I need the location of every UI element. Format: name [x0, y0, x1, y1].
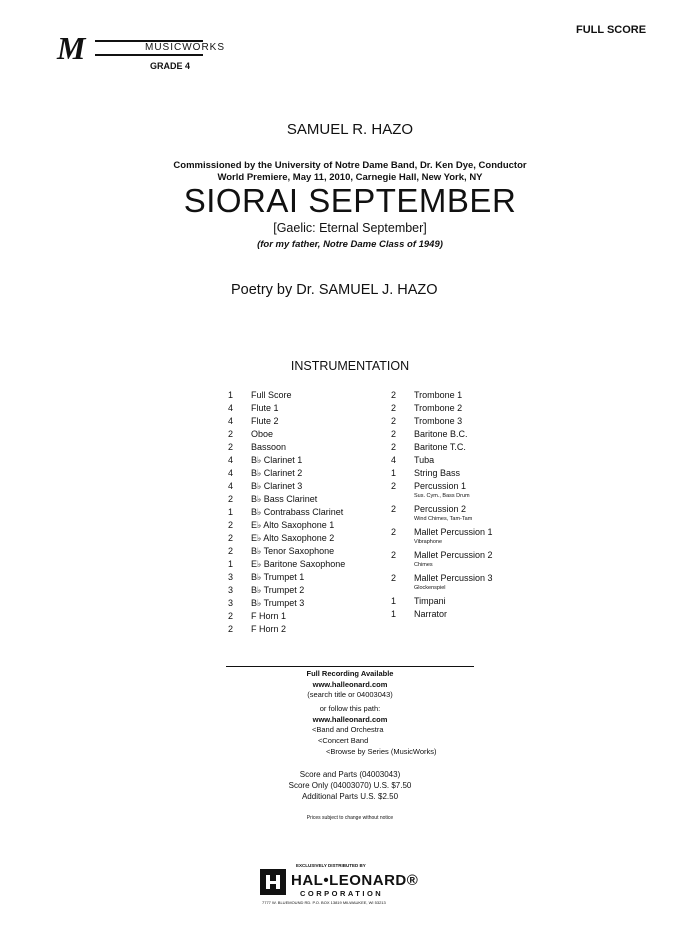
instrument-name: Trombone 3	[414, 416, 463, 426]
grade-label: GRADE 4	[150, 61, 191, 71]
instrument-name: Mallet Percussion 3	[414, 573, 493, 583]
instrument-quantity: 3	[228, 585, 234, 595]
instrument-detail: Chimes	[414, 562, 433, 568]
instrument-quantity: 2	[228, 429, 234, 439]
instrument-name: Flute 2	[251, 416, 279, 426]
hal-leonard-logo-icon	[260, 869, 286, 895]
instrument-name: B♭ Clarinet 2	[251, 468, 303, 478]
distributor-corp: CORPORATION	[300, 889, 384, 898]
instrument-quantity: 4	[228, 468, 234, 478]
distributor-label: EXCLUSIVELY DISTRIBUTED BY	[296, 863, 366, 868]
instrument-quantity: 2	[228, 624, 234, 634]
instrument-quantity: 2	[228, 611, 234, 621]
instrument-quantity: 2	[228, 494, 234, 504]
commission-line: Commissioned by the University of Notre Dame Band, Dr. Ken Dye, Conductor	[173, 160, 527, 171]
instrumentation-heading: INSTRUMENTATION	[290, 359, 410, 373]
instrument-quantity: 2	[391, 527, 397, 537]
price-line: Score and Parts (04003043)	[299, 770, 401, 779]
instrument-quantity: 2	[228, 442, 234, 452]
distributor-name: HAL•LEONARD®	[291, 872, 419, 889]
instrument-name: B♭ Clarinet 3	[251, 481, 303, 491]
logo-line	[95, 54, 203, 56]
page-title: SIORAI SEPTEMBER	[183, 182, 517, 219]
instrument-name: B♭ Trumpet 2	[251, 585, 305, 595]
logo-mark: M	[57, 30, 85, 66]
price-note: Prices subject to change without notice	[306, 815, 394, 821]
instrument-quantity: 2	[391, 504, 397, 514]
instrument-name: B♭ Bass Clarinet	[251, 494, 318, 504]
instrument-quantity: 1	[391, 468, 397, 478]
instrument-quantity: 4	[391, 455, 397, 465]
instrument-quantity: 2	[391, 416, 397, 426]
instrument-name: String Bass	[414, 468, 461, 478]
instrument-quantity: 2	[391, 429, 397, 439]
distributor-address: 7777 W. BLUEMOUND RD. P.O. BOX 13819 MILWAUKEE, WI 53213	[262, 900, 386, 905]
instrument-quantity: 2	[391, 403, 397, 413]
price-line: Score Only (04003070) U.S. $7.50	[288, 781, 412, 790]
subtitle: [Gaelic: Eternal September]	[273, 221, 427, 235]
logo-text: MUSICWORKS	[145, 42, 225, 53]
instrument-name: Trombone 2	[414, 403, 463, 413]
instrument-detail: Sus. Cym., Bass Drum	[414, 493, 470, 499]
instrument-name: Percussion 2	[414, 504, 467, 514]
instrument-name: Trombone 1	[414, 390, 463, 400]
recording-search: (search title or 04003043)	[307, 690, 393, 699]
instrument-quantity: 2	[228, 533, 234, 543]
path-step: <Concert Band	[318, 736, 369, 745]
premiere-line: World Premiere, May 11, 2010, Carnegie Hall, New York, NY	[217, 172, 483, 183]
instrument-quantity: 2	[228, 520, 234, 530]
instrument-name: Oboe	[251, 429, 274, 439]
instrument-quantity: 2	[391, 442, 397, 452]
instrument-quantity: 1	[391, 596, 397, 606]
instrument-name: Tuba	[414, 455, 435, 465]
instrument-quantity: 4	[228, 455, 234, 465]
instrument-detail: Glockenspiel	[414, 585, 446, 591]
poetry-credit: Poetry by Dr. SAMUEL J. HAZO	[231, 282, 438, 298]
instrument-name: Bassoon	[251, 442, 287, 452]
instrument-name: E♭ Alto Saxophone 2	[251, 533, 335, 543]
path-step: <Band and Orchestra	[312, 725, 384, 734]
instrument-name: B♭ Clarinet 1	[251, 455, 303, 465]
instrument-quantity: 1	[228, 390, 234, 400]
recording-divider	[226, 666, 474, 667]
instrument-quantity: 1	[391, 609, 397, 619]
recording-url[interactable]: www.halleonard.com	[312, 680, 388, 689]
instrument-quantity: 1	[228, 559, 234, 569]
instrument-name: E♭ Baritone Saxophone	[251, 559, 346, 569]
instrument-quantity: 4	[228, 416, 234, 426]
instrument-quantity: 2	[391, 481, 397, 491]
recording-follow: or follow this path:	[319, 704, 381, 713]
instrument-quantity: 4	[228, 403, 234, 413]
composer-name: SAMUEL R. HAZO	[286, 121, 414, 138]
instrument-name: Percussion 1	[414, 481, 467, 491]
instrument-name: B♭ Trumpet 1	[251, 572, 305, 582]
price-line: Additional Parts U.S. $2.50	[301, 792, 399, 801]
instrument-name: F Horn 2	[251, 624, 287, 634]
instrument-name: Baritone T.C.	[414, 442, 466, 452]
instrument-name: Mallet Percussion 2	[414, 550, 493, 560]
instrument-name: Narrator	[414, 609, 448, 619]
instrument-detail: Wind Chimes, Tam-Tam	[414, 516, 473, 522]
instrument-detail: Vibraphone	[414, 539, 443, 545]
instrument-quantity: 2	[391, 390, 397, 400]
instrument-name: E♭ Alto Saxophone 1	[251, 520, 335, 530]
instrument-quantity: 4	[228, 481, 234, 491]
dedication: (for my father, Notre Dame Class of 1949)	[257, 239, 443, 250]
full-score-label: FULL SCORE	[576, 24, 647, 36]
instrument-name: Mallet Percussion 1	[414, 527, 493, 537]
path-step: <Browse by Series (MusicWorks)	[326, 747, 437, 756]
instrument-quantity: 2	[391, 573, 397, 583]
instrument-quantity: 1	[228, 507, 234, 517]
instrument-name: B♭ Contrabass Clarinet	[251, 507, 344, 517]
instrument-name: F Horn 1	[251, 611, 287, 621]
instrument-name: Full Score	[251, 390, 292, 400]
instrument-name: B♭ Tenor Saxophone	[251, 546, 335, 556]
instrumentation-right-column	[391, 390, 551, 620]
instrumentation-left-column	[228, 390, 388, 660]
instrument-quantity: 2	[228, 546, 234, 556]
instrument-name: B♭ Trumpet 3	[251, 598, 305, 608]
instrument-name: Flute 1	[251, 403, 279, 413]
recording-heading: Full Recording Available	[306, 669, 394, 678]
instrument-name: Timpani	[414, 596, 446, 606]
instrument-quantity: 3	[228, 572, 234, 582]
recording-url-2[interactable]: www.halleonard.com	[312, 715, 388, 724]
instrument-quantity: 2	[391, 550, 397, 560]
instrument-name: Baritone B.C.	[414, 429, 468, 439]
instrument-quantity: 3	[228, 598, 234, 608]
